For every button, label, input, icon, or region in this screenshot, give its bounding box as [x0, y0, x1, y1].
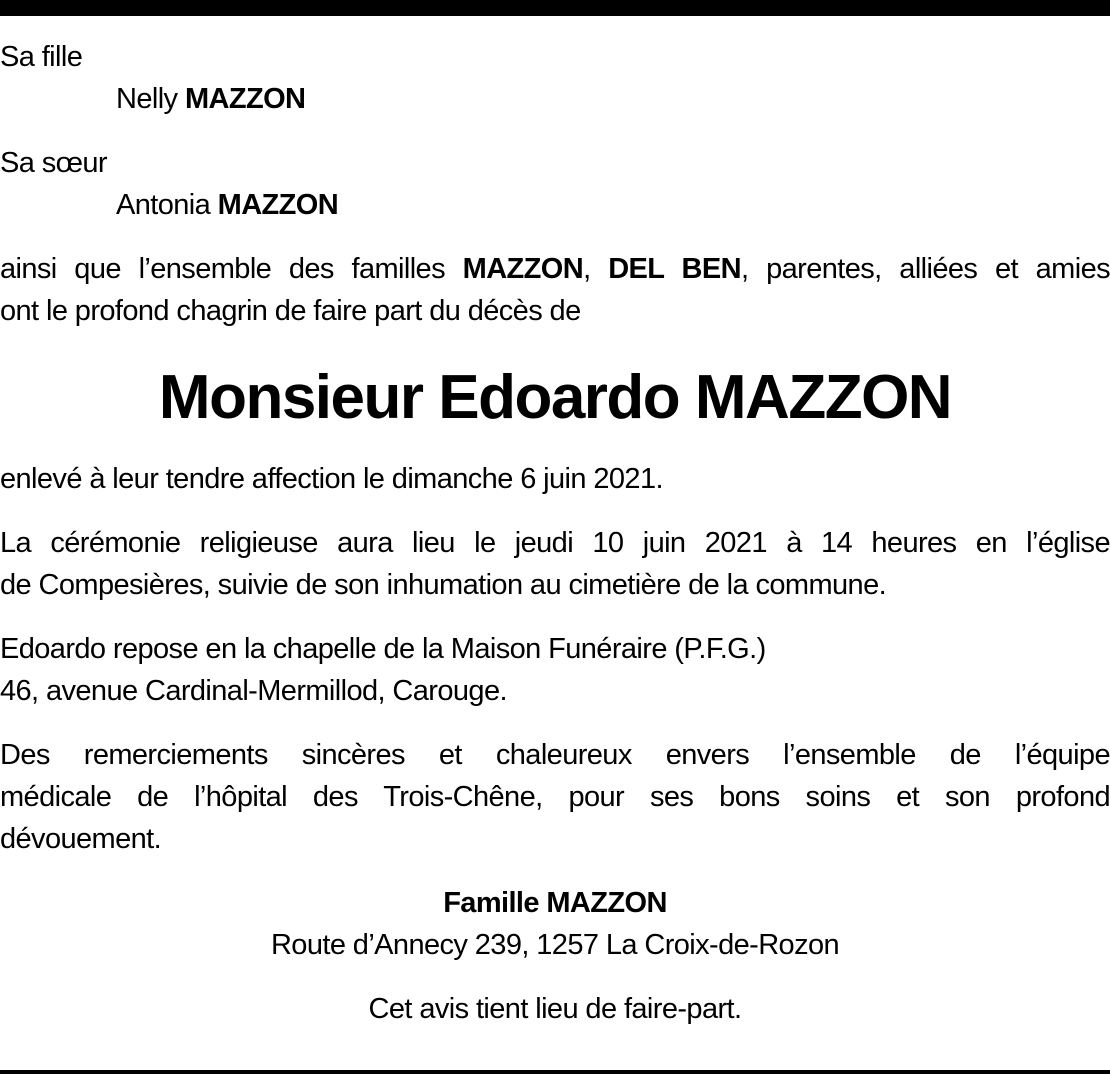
first-name: Nelly	[116, 83, 178, 115]
last-name: MAZZON	[184, 83, 306, 115]
families-paragraph	[0, 248, 1110, 332]
thanks-paragraph	[0, 734, 1110, 860]
obituary-notice	[0, 36, 1110, 1030]
relation-label: Sa sœur	[0, 147, 107, 179]
first-name: Antonia	[116, 189, 211, 221]
relative-name	[0, 184, 1110, 226]
signature-address: Route d’Annecy 239, 1257 La Croix-de-Rozon	[270, 929, 840, 961]
families-line-2: ont le profond chagrin de faire part du décès de	[0, 295, 581, 327]
rest-place-line-1: Edoardo repose en la chapelle de la Maison Funéraire (P.F.G.)	[0, 633, 766, 665]
signature-block	[0, 882, 1110, 966]
rest-place-line-2: 46, avenue Cardinal-Mermillod, Carouge.	[0, 675, 507, 707]
ceremony-line-1: La cérémonie religieuse aura lieu le jeudi 10 juin 2021 à 14 heures en l’église	[0, 527, 1110, 559]
thanks-line-3: dévouement.	[0, 823, 162, 855]
families-suffix: , parentes, alliées et amies	[741, 253, 1110, 285]
families-line-1	[0, 248, 1110, 290]
top-border-rule	[0, 0, 1110, 16]
relative-daughter	[0, 36, 1110, 120]
rest-place-paragraph	[0, 628, 1110, 712]
thanks-line-2: médicale de l’hôpital des Trois-Chêne, pour ses bons soins et son profond	[0, 781, 1110, 813]
family-name-1: MAZZON	[462, 253, 584, 285]
relation-label: Sa fille	[0, 41, 83, 73]
death-line: enlevé à leur tendre affection le dimanche 6 juin 2021.	[0, 463, 663, 495]
ceremony-paragraph	[0, 522, 1110, 606]
family-name-2: DEL BEN	[608, 253, 741, 285]
signature-family	[0, 882, 1110, 924]
families-separator: ,	[583, 253, 609, 285]
deceased-name: Monsieur Edoardo MAZZON	[158, 363, 952, 432]
relative-sister	[0, 142, 1110, 226]
closing-note: Cet avis tient lieu de faire-part.	[368, 993, 742, 1025]
ceremony-line-2: de Compesières, suivie de son inhumation au cimetière de la commune.	[0, 569, 887, 601]
last-name: MAZZON	[217, 189, 339, 221]
families-prefix: ainsi que l’ensemble des familles	[0, 253, 463, 285]
bottom-border-rule	[0, 1070, 1110, 1074]
signature-family-name: Famille MAZZON	[443, 887, 667, 919]
relative-name	[0, 78, 1110, 120]
thanks-line-1: Des remerciements sincères et chaleureux envers l’ensemble de l’équipe	[0, 739, 1110, 771]
